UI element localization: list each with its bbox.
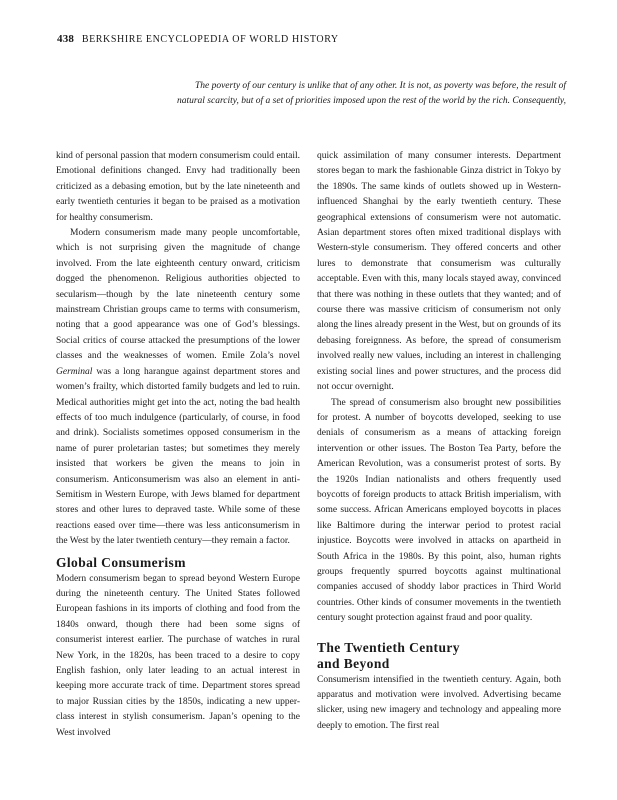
novel-title: Germinal (56, 366, 93, 377)
section-heading: Global Consumerism (56, 554, 186, 570)
page-number: 438 (57, 33, 75, 45)
paragraph-text: was a long harangue against department stores and women’s frailty, which distorted family budgets and led to ruin. Medical authorities might get into the act, noting the bad health effects of too much indulgence (particularly, of course, in food and drink). Socialists sometimes opposed consumerism in the name of purer proletarian tastes; but sometimes they merely insisted that workers be given the means to join in consumerism. Anticonsumerism was also an element in anti-Semitism in Western Europe, with Jews blamed for department stores and other lures to depraved taste. While some of these reactions eased over time—there was less anticonsumerism in the West by the later twentieth century—they remain a factor. (56, 366, 300, 547)
right-column (317, 149, 561, 734)
paragraph: Consumerism intensified in the twentieth century. Again, both apparatus and motivation were involved. Advertising became slicker, using new imagery and technology and appealing more deeply to emotion. The first real (317, 674, 561, 731)
section-heading-line: and Beyond (317, 655, 390, 671)
paragraph: The spread of consumerism also brought new possibilities for protest. A number of boycotts developed, seeking to use denials of consumerism as a means of attacking foreign intervention or other issues. The Boston Tea Party, before the American Revolution, was a consumerist protest of sorts. By the 1920s Indian nationalists and others frequently used boycotts of foreign products to attack British imperialism, with some success. African Americans employed boycotts in places like Baltimore during the interwar period to protest racial injustice. Boycotts were involved in attacks on apartheid in South Africa in the 1980s. By this point, also, human rights groups frequently spurred boycotts against multinational companies accused of shoddy labor practices in Third World countries. Other kinds of consumer movements in the twentieth century sought protection against fraud and poor quality. (317, 397, 561, 624)
running-title: BERKSHIRE ENCYCLOPEDIA OF WORLD HISTORY (81, 34, 339, 45)
section-heading (317, 640, 561, 672)
epigraph-line: The poverty of our century is unlike that of any other. It is not, as poverty was before, the result of (194, 81, 566, 91)
running-header (57, 33, 339, 45)
paragraph: Modern consumerism began to spread beyond Western Europe during the nineteenth century. The United States followed European fashions in its imports of clothing and food from the 1840s onward, though there had been some signs of consumerist interest earlier. The purchase of watches in rural New York, in the 1820s, has been traced to a desire to copy English fashion, only later leading to an actual interest in keeping more accurate track of time. Department stores spread to major Russian cities by the 1850s, indicating a new upper-class interest in stylish consumerism. Japan’s opening to the West involved (56, 573, 300, 738)
paragraph: quick assimilation of many consumer interests. Department stores began to mark the fashionable Ginza district in Tokyo by the 1890s. The same kinds of outlets showed up in Western-influenced Shanghai by the early twentieth century. These geographical extensions of consumerism were not automatic. Asian department stores often mixed traditional displays with Western-style consumerism. They offered concerts and other lures to demonstrate that consumerism was culturally acceptable. Even with this, many locals stayed away, convinced that there was nothing in these outlets that they wanted; and of course there was massive criticism of consumerism not only along the lines already present in the West, but on grounds of its debasing foreignness. As before, the spread of consumerism involved really new values, including an interest in challenging existing social lines and power structures, and the process did not occur overnight. (317, 151, 561, 393)
paragraph-text: Modern consumerism made many people uncomfortable, which is not surprising given the magnitude of change involved. From the late eighteenth century onward, criticism dogged the phenomenon. Religious authorities objected to secularism—though by the late nineteenth century some mainstream Christian groups came to terms with consumerism, noting that a good appearance was one of God’s blessings. Social critics of course attacked the presumptions of the lower classes and the weaknesses of women. Emile Zola’s novel (56, 228, 300, 362)
left-column (56, 149, 300, 741)
paragraph: kind of personal passion that modern consumerism could entail. Emotional definitions changed. Envy had traditionally been criticized as a debasing emotion, but by the late nineteenth and early twentieth centuries it began to be praised as a motivation for healthy consumerism. (56, 151, 300, 223)
epigraph (80, 79, 566, 109)
section-heading-line: The Twentieth Century (317, 639, 460, 655)
epigraph-line: natural scarcity, but of a set of priorities imposed upon the rest of the world by the rich. Consequently, (176, 96, 566, 107)
paragraph (56, 226, 300, 550)
